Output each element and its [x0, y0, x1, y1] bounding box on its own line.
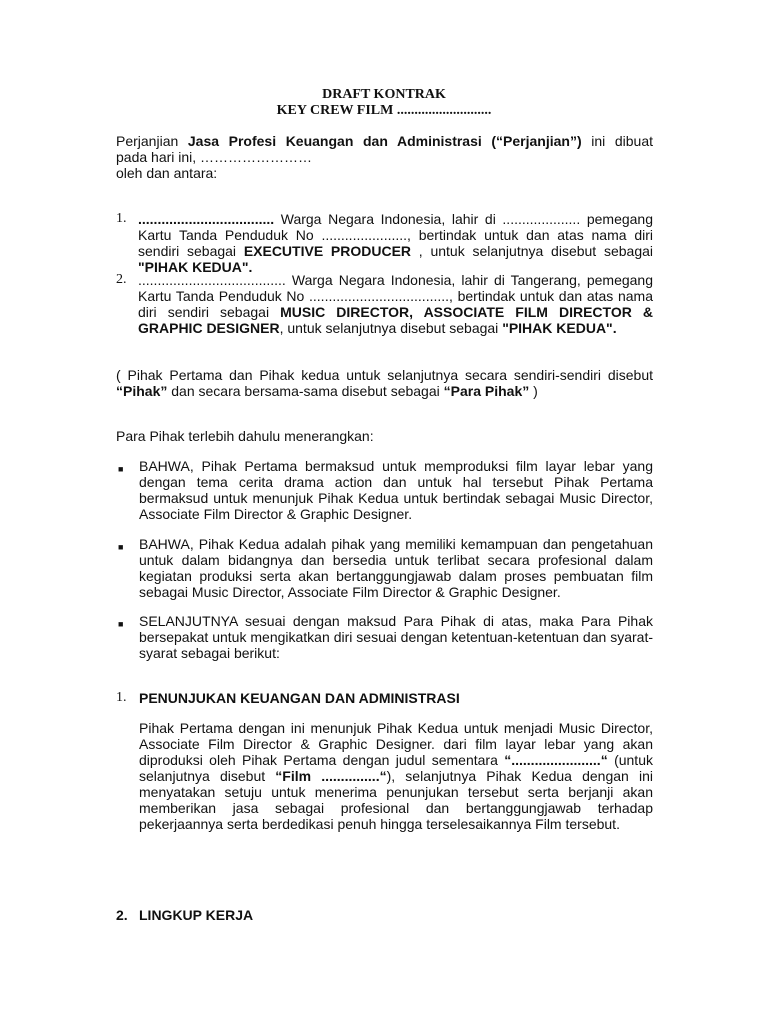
para-pihak-term: “Para Pihak”	[443, 383, 530, 399]
intro-date-line: pada hari ini, ……………………	[116, 149, 313, 165]
square-bullet-icon: ■	[118, 464, 124, 474]
intro-text-end: ini dibuat	[581, 133, 653, 149]
section-1-text: Pihak Pertama dengan ini menunjuk Pihak Kedua untuk menjadi Music Director, Associate Film Director & Graphic Designer. dari film layar lebar yang akan diproduksi oleh Pihak Pertama dengan judul sementara	[139, 720, 653, 768]
recital-1: BAHWA, Pihak Pertama bermaksud untuk memproduksi film layar lebar yang dengan tema cerita drama action dan untuk hal tersebut Pihak Pertama bermaksud untuk menunjuk Pihak Kedua untuk bertindak sebagai Music Director, Associate Film Director & Graphic Designer.	[139, 458, 653, 522]
agreement-name: Jasa Profesi Keuangan dan Administrasi	[187, 133, 482, 149]
intro-line-1	[116, 133, 653, 149]
party-1-text	[138, 211, 653, 275]
section-1-text-3: ), selanjutnya Pihak Kedua dengan ini menyatakan setuju untuk menerima penunjukan tersebut serta berjanji akan memberikan jasa sebagai profesional dan bertanggungjawab terhadap pekerjaannya serta berdedikasi penuh hingga terselesaikannya Film tersebut.	[139, 768, 653, 832]
film-title-blank: “.......................“	[504, 752, 608, 768]
square-bullet-icon: ■	[118, 619, 124, 629]
section-1-body	[139, 720, 653, 832]
film-name-blank: “Film ...............“	[275, 768, 387, 784]
party-2-number: 2.	[116, 272, 127, 287]
pihak-note-text: ( Pihak Pertama dan Pihak kedua untuk selanjutnya secara sendiri-sendiri disebut	[116, 367, 653, 383]
intro-text: Perjanjian	[116, 133, 188, 149]
party-2-text	[138, 272, 653, 336]
party-2-details: ...................................... Warga Negara Indonesia, lahir di Tangerang, pemegang Kartu Tanda Penduduk No ...................................., bertindak untuk dan atas nama diri sendiri sebagai	[138, 272, 653, 320]
party-1-details: Warga Negara Indonesia, lahir di .................... pemegang Kartu Tanda Penduduk No ......................, bertindak untuk dan atas nama diri sendiri sebagai	[138, 211, 653, 259]
party-1-role: EXECUTIVE PRODUCER	[243, 243, 412, 259]
pihak-note-close: )	[529, 383, 538, 399]
party-1-details-2: , untuk selanjutnya disebut sebagai	[411, 243, 654, 259]
section-1-text-2: (untuk selanjutnya disebut	[139, 752, 653, 784]
pihak-note-text-2: dan secara bersama-sama disebut sebagai	[167, 383, 444, 399]
preamble: Para Pihak terlebih dahulu menerangkan:	[116, 428, 374, 444]
party-2-details-2: , untuk selanjutnya disebut sebagai	[279, 320, 503, 336]
section-2-heading: LINGKUP KERJA	[139, 907, 254, 923]
section-1-heading: PENUNJUKAN KEUANGAN DAN ADMINISTRASI	[139, 690, 460, 706]
document-subtitle: KEY CREW FILM ...........................	[276, 103, 492, 118]
party-2-label: "PIHAK KEDUA".	[502, 320, 617, 336]
recital-3: SELANJUTNYA sesuai dengan maksud Para Pihak di atas, maka Para Pihak bersepakat untuk mengikatkan diri sesuai dengan ketentuan-ketentuan dan syarat-syarat sebagai berikut:	[139, 613, 653, 661]
section-1-number: 1.	[116, 690, 127, 705]
square-bullet-icon: ■	[118, 542, 124, 552]
party-2-role: MUSIC DIRECTOR, ASSOCIATE FILM DIRECTOR & GRAPHIC DESIGNER	[138, 304, 654, 336]
pihak-note	[116, 367, 653, 399]
section-2-number: 2.	[116, 907, 128, 923]
agreement-shortname: (“Perjanjian”)	[481, 133, 582, 149]
party-1-label: "PIHAK KEDUA".	[138, 259, 253, 275]
party-1-number: 1.	[116, 211, 127, 226]
party-1-name-blank: ...................................	[138, 211, 275, 227]
recital-2: BAHWA, Pihak Kedua adalah pihak yang memiliki kemampuan dan pengetahuan untuk dalam bidangnya dan bersedia untuk terlibat secara profesional dalam kegiatan produksi serta akan bertanggungjawab dalam proses pembuatan film sebagai Music Director, Associate Film Director & Graphic Designer.	[139, 536, 653, 600]
intro-between-line: oleh dan antara:	[116, 165, 218, 181]
document-title: DRAFT KONTRAK	[322, 87, 446, 102]
pihak-term: “Pihak”	[116, 383, 168, 399]
intro-paragraph	[116, 133, 653, 181]
